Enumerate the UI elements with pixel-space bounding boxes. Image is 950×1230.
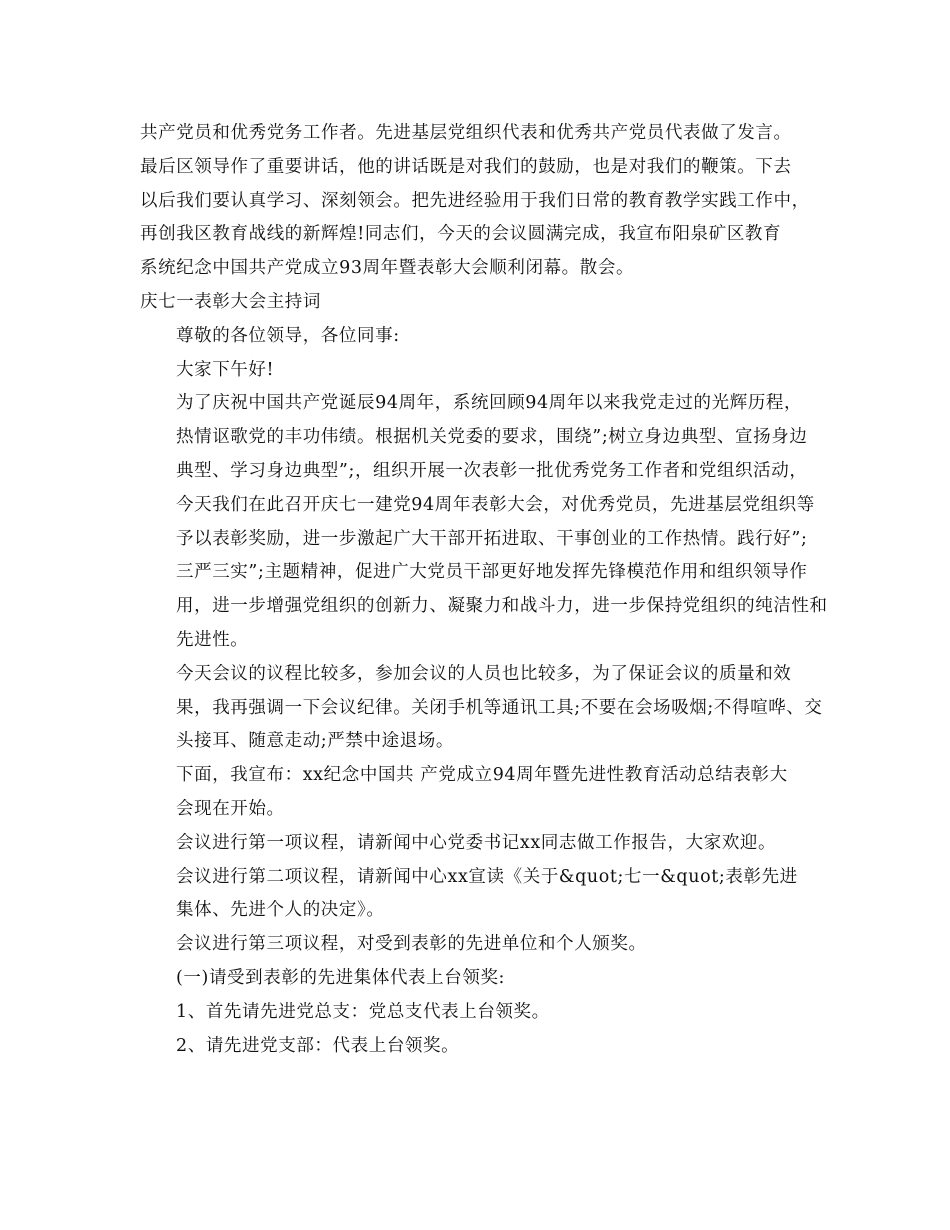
- paragraph-agenda-2: [140, 861, 820, 929]
- text-line: 大家下午好!: [176, 359, 275, 380]
- paragraph-greeting: [140, 354, 820, 388]
- paragraph-discipline: [140, 658, 823, 759]
- text-line: 今天会议的议程比较多，参加会议的人员也比较多，为了保证会议的质量和效: [176, 663, 792, 684]
- text-line: 下面，我宣布：xx纪念中国共 产党成立94周年暨先进性教育活动总结表彰大: [176, 765, 788, 786]
- text-line: 三严三实”;主题精神，促进广大党员干部更好地发挥先锋模范作用和组织领导作: [176, 562, 808, 583]
- heading-text: 庆七一表彰大会主持词: [140, 291, 321, 312]
- text-line: 头接耳、随意走动;严禁中途退场。: [176, 731, 454, 752]
- paragraph-purpose: [140, 387, 828, 657]
- text-line: 予以表彰奖励，进一步激起广大干部开拓进取、干事创业的工作热情。践行好”;: [176, 528, 808, 549]
- text-line: 会现在开始。: [176, 798, 285, 819]
- text-line: (一)请受到表彰的先进集体代表上台领奖:: [176, 967, 506, 988]
- text-line: 热情讴歌党的丰功伟绩。根据机关党委的要求，围绕”;树立身边典型、宣扬身边: [176, 427, 808, 448]
- text-line: 会议进行第三项议程，对受到表彰的先进单位和个人颁奖。: [176, 934, 647, 955]
- text-line: 果，我再强调一下会议纪律。关闭手机等通讯工具;不要在会场吸烟;不得喧哗、交: [176, 697, 823, 718]
- text-line: 再创我区教育战线的新辉煌!同志们，今天的会议圆满完成，我宣布阳泉矿区教育: [140, 224, 782, 245]
- text-line: 会议进行第一项议程，请新闻中心党委书记xx同志做工作报告，大家欢迎。: [176, 832, 777, 853]
- text-line: 尊敬的各位领导，各位同事:: [176, 325, 400, 346]
- section-heading: [140, 286, 820, 320]
- text-line: 今天我们在此召开庆七一建党94周年表彰大会，对优秀党员，先进基层党组织等: [176, 494, 815, 515]
- text-line: 最后区领导作了重要讲话，他的讲话既是对我们的鼓励，也是对我们的鞭策。下去: [140, 156, 792, 177]
- text-line: 以后我们要认真学习、深刻领会。把先进经验用于我们日常的教育教学实践工作中，: [140, 190, 810, 211]
- text-line: 系统纪念中国共产党成立93周年暨表彰大会顺利闭幕。散会。: [140, 258, 635, 279]
- paragraph-salutation: [140, 320, 820, 354]
- list-item: [140, 996, 820, 1030]
- text-line: 会议进行第二项议程，请新闻中心xx宣读《关于&quot;七一&quot;表彰先进: [176, 866, 798, 887]
- text-line: 2、请先进党支部：代表上台领奖。: [176, 1035, 460, 1056]
- paragraph-agenda-3: [140, 928, 820, 962]
- text-line: 先进性。: [176, 629, 249, 650]
- paragraph-agenda-1: [140, 827, 820, 861]
- document-body: [140, 117, 828, 1063]
- text-line: 集体、先进个人的决定》。: [176, 900, 385, 921]
- paragraph-announcement: [140, 759, 820, 827]
- text-line: 共产党员和优秀党务工作者。先进基层党组织代表和优秀共产党员代表做了发言。: [140, 123, 792, 143]
- list-item: [140, 1030, 820, 1064]
- text-line: 用，进一步增强党组织的创新力、凝聚力和战斗力，进一步保持党组织的纯洁性和: [176, 596, 828, 617]
- paragraph-closing-remarks: [140, 117, 820, 286]
- text-line: 为了庆祝中国共产党诞辰94周年，系统回顾94周年以来我党走过的光辉历程，: [176, 393, 803, 414]
- text-line: 典型、学习身边典型”;，组织开展一次表彰一批优秀党务工作者和党组织活动，: [176, 460, 808, 481]
- paragraph-award-groups: [140, 962, 820, 996]
- text-line: 1、首先请先进党总支：党总支代表上台领奖。: [176, 1001, 550, 1022]
